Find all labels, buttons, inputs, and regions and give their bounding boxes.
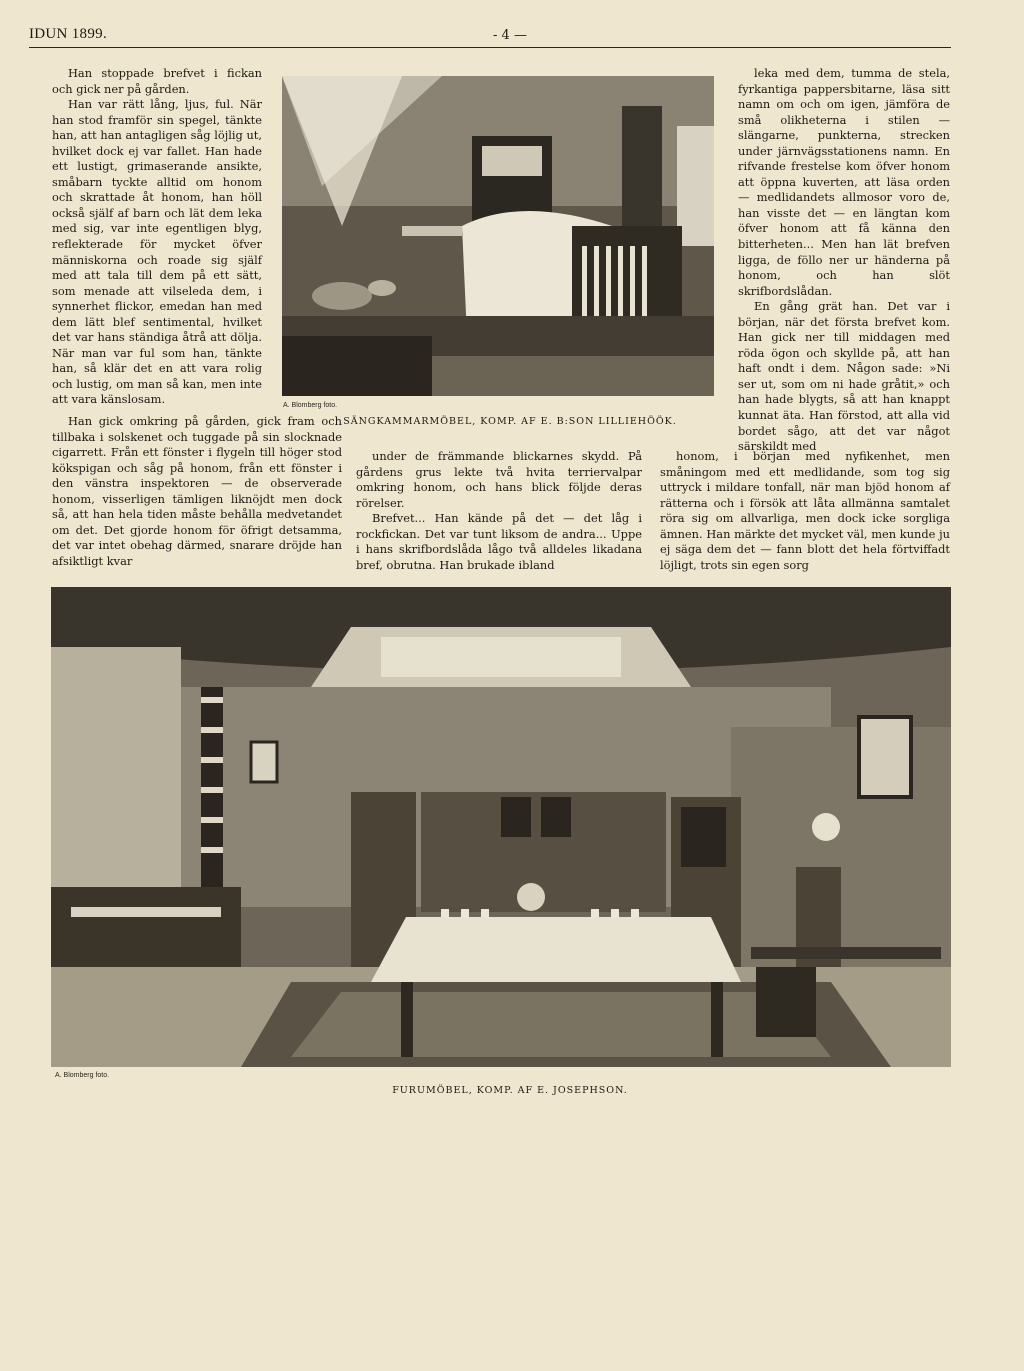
paragraph: leka med dem, tumma de stela, fyrkantiga pappersbitarne, läsa sitt namn om och om igen, jämföra de små olikheterna i stilen — slängarne, punkterna, strecken under järnvägsstationens namn. En rifvande frestelse kom öfver honom att öppna kuverten, att läsa orden — medlidandets allmosor voro de, han visste det — en längtan kom öfver honom att få känna den bitterheten... Men han lät brefven ligga, de föllo ner ur händerna på honom, och han slöt skrifbordslådan.: [738, 66, 950, 298]
column-left-top: [52, 66, 262, 408]
paragraph: honom, i början med nyfikenhet, men småningom med ett medlidande, som tog sig uttryck i mildare tonfall, när man bjöd honom af rätterna och i försök att låta allmänna samtalet röra sig om allvarliga, men dock icke sorgliga ämnen. Han märkte det mycket väl, men kunde ju ej säga dem det — fann blott det hela förtviffadt löjligt, trots sin egen sorg: [660, 449, 950, 572]
photo-caption: FURUMÖBEL, KOMP. AF E. JOSEPHSON.: [392, 1085, 628, 1096]
bedroom-photo: [282, 76, 714, 396]
journal-title: IDUN 1899.: [29, 26, 107, 42]
paragraph: Han var rätt lång, ljus, ful. När han stod framför sin spegel, tänkte han, att han antagligen såg löjlig ut, hvilket dock ej var fallet. Han hade ett lustigt, grimaserande ansikte, småbarn tyckte alltid om honom och skrattade åt honom, han höll också själf af barn och lät dem leka med sig, var inte egentligen blyg, reflekterade för mycket öfver människorna och roade sig själf med att tala till dem på ett sätt, som menade att vilseleda dem, i synnerhet flickor, emedan han med dem lätt blef sentimental, hvilket det var hans ständiga åtrå att dölja. När man var ful som han, tänkte han, så klär det en att vara rolig och lustig, om man så kan, men inte att vara känslosam.: [52, 97, 262, 407]
photo-credit: A. Blomberg foto.: [55, 1072, 110, 1079]
paragraph: En gång grät han. Det var i början, när det första brefvet kom. Han gick ner till middagen med röda ögon och skyllde på, att han haft ondt i dem. Någon sade: »Ni ser ut, som om ni hade gråtit,» och han hade blygts, så att han knappt kunnat äta. Han förstod, att alla vid bordet sågo, att det var något särskildt med: [738, 299, 950, 454]
column-right-bottom: [660, 449, 950, 573]
page-number: - 4 —: [493, 28, 527, 43]
room-illustration: [51, 587, 951, 1067]
paragraph: Brefvet... Han kände på det — det låg i rockfickan. Det var tunt liksom de andra... Uppe i hans skrifbordslåda lågo två alldeles likadana bref, obrutna. Han brukade ibland: [356, 511, 642, 572]
header-rule: [29, 47, 951, 48]
photo-caption: SÄNGKAMMARMÖBEL, KOMP. AF E. B:SON LILLIEHÖÖK.: [343, 416, 677, 427]
paragraph: Han gick omkring på gården, gick fram och tillbaka i solskenet och tuggade på sin slocknade cigarrett. Från ett fönster i flygeln till höger stod kökspigan och såg på honom, från ett fönster i den vänstra inspektoren — de observerade honom, visserligen tämligen liknöjdt men dock så, att han hela tiden måste behålla medvetandet om det. Det gjorde honom för öfrigt detsamma, det var intet obehag därmed, snarare dröjde han afsiktligt kvar: [52, 414, 342, 568]
paragraph: Han stoppade brefvet i fickan och gick ner på gården.: [52, 66, 262, 96]
photo-credit: A. Blomberg foto.: [283, 402, 338, 409]
paragraph: under de främmande blickarnes skydd. På gårdens grus lekte två hvita terriervalpar omkring honom, och hans blick följde deras rörelser.: [356, 449, 642, 510]
column-middle: [356, 449, 642, 573]
column-right-top: [738, 66, 950, 455]
bedroom-illustration: [282, 76, 714, 396]
column-left-bottom: [52, 414, 342, 569]
room-photo: [51, 587, 951, 1067]
